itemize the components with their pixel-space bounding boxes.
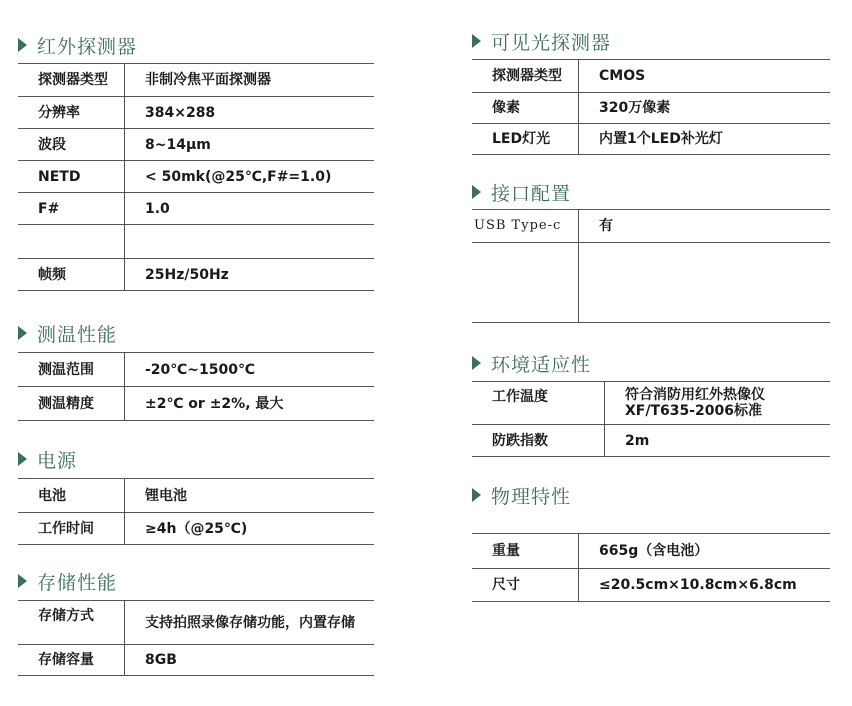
spec-value [579,243,831,323]
spec-key [18,225,125,259]
section-arrow-icon [472,34,481,48]
spec-value: ≤20.5cm×10.8cm×6.8cm [579,569,831,602]
spec-row [472,210,830,243]
spec-value: 8~14μm [125,129,375,161]
section-arrow-icon [18,452,27,466]
section-title: 可见光探测器 [491,31,612,54]
spec-row [472,93,830,124]
section-title: 测温性能 [37,323,118,346]
section-physical [472,480,830,602]
spec-row [472,382,830,425]
spec-value: 符合消防用红外热像仪XF/T635-2006标准 [605,382,831,425]
spec-key: 尺寸 [472,569,579,602]
section-arrow-icon [18,38,27,52]
spec-value: 有 [579,210,831,243]
spec-row [18,129,374,161]
spec-table [472,59,830,155]
spec-row [18,387,374,421]
section-visible-detector [472,26,830,155]
spec-key: LED灯光 [472,124,579,155]
spec-key: 测温精度 [18,387,125,421]
spec-value: -20℃~1500℃ [125,353,375,387]
spec-value: CMOS [579,60,831,93]
spec-key: USB Type-c [472,210,579,243]
spec-key: 分辨率 [18,97,125,129]
spec-value [125,225,375,259]
section-title: 电源 [37,449,78,472]
spec-key: 帧频 [18,259,125,291]
spec-row [18,479,374,513]
spec-key [472,243,579,323]
right-column [472,26,830,602]
section-title: 存储性能 [37,571,118,594]
section-title: 环境适应性 [491,353,592,376]
spec-key: 工作时间 [18,513,125,545]
spec-value: 384×288 [125,97,375,129]
section-title: 物理特性 [491,485,572,508]
spec-key: 探测器类型 [472,60,579,93]
spec-row [18,64,374,97]
spec-key: 存储方式 [18,601,125,645]
spec-row [18,513,374,545]
spec-value: 内置1个LED补光灯 [579,124,831,155]
spec-value: 8GB [125,645,375,676]
spec-table [18,63,374,291]
section-measurement [18,318,374,421]
spec-row [18,353,374,387]
spec-value: 支持拍照录像存储功能，内置存储 [125,601,375,645]
spec-row [18,601,374,645]
spec-row-empty [18,225,374,259]
section-infrared-detector [18,30,374,291]
left-column [18,30,374,676]
section-arrow-icon [472,356,481,370]
spec-key: 测温范围 [18,353,125,387]
spec-value: 320万像素 [579,93,831,124]
spec-value: ±2℃ or ±2%, 最大 [125,387,375,421]
spec-key: NETD [18,161,125,193]
spec-key: 存储容量 [18,645,125,676]
section-power [18,444,374,545]
section-arrow-icon [18,326,27,340]
spec-key: 工作温度 [472,382,605,425]
spec-row [472,60,830,93]
spec-row-empty [472,243,830,323]
section-title: 接口配置 [491,182,572,205]
section-title: 红外探测器 [37,35,138,58]
spec-row [18,259,374,291]
section-environment [472,348,830,457]
spec-value: ≥4h（@25℃) [125,513,375,545]
spec-row [472,534,830,569]
spec-value: 1.0 [125,193,375,225]
spec-key: 防跌指数 [472,425,605,457]
spec-table [472,381,830,457]
spec-row [18,97,374,129]
spec-table [472,209,830,323]
spec-table [472,533,830,602]
spec-value: 2m [605,425,831,457]
spec-value: 665g（含电池） [579,534,831,569]
spec-value: 25Hz/50Hz [125,259,375,291]
section-storage [18,566,374,676]
spec-row [18,161,374,193]
spec-table [18,478,374,545]
spec-key: 探测器类型 [18,64,125,97]
section-arrow-icon [472,185,481,199]
section-arrow-icon [18,574,27,588]
spec-value: 锂电池 [125,479,375,513]
spec-table [18,352,374,421]
spec-row [472,569,830,602]
spec-row [472,124,830,155]
spec-value: < 50mk(@25℃,F#=1.0) [125,161,375,193]
spec-key: 电池 [18,479,125,513]
spec-value: 非制冷焦平面探测器 [125,64,375,97]
spec-row [18,193,374,225]
spec-key: 波段 [18,129,125,161]
spec-key: 重量 [472,534,579,569]
spec-key: F# [18,193,125,225]
spec-key: 像素 [472,93,579,124]
section-arrow-icon [472,488,481,502]
spec-row [472,425,830,457]
spec-table [18,600,374,676]
section-interface [472,177,830,323]
spec-row [18,645,374,676]
